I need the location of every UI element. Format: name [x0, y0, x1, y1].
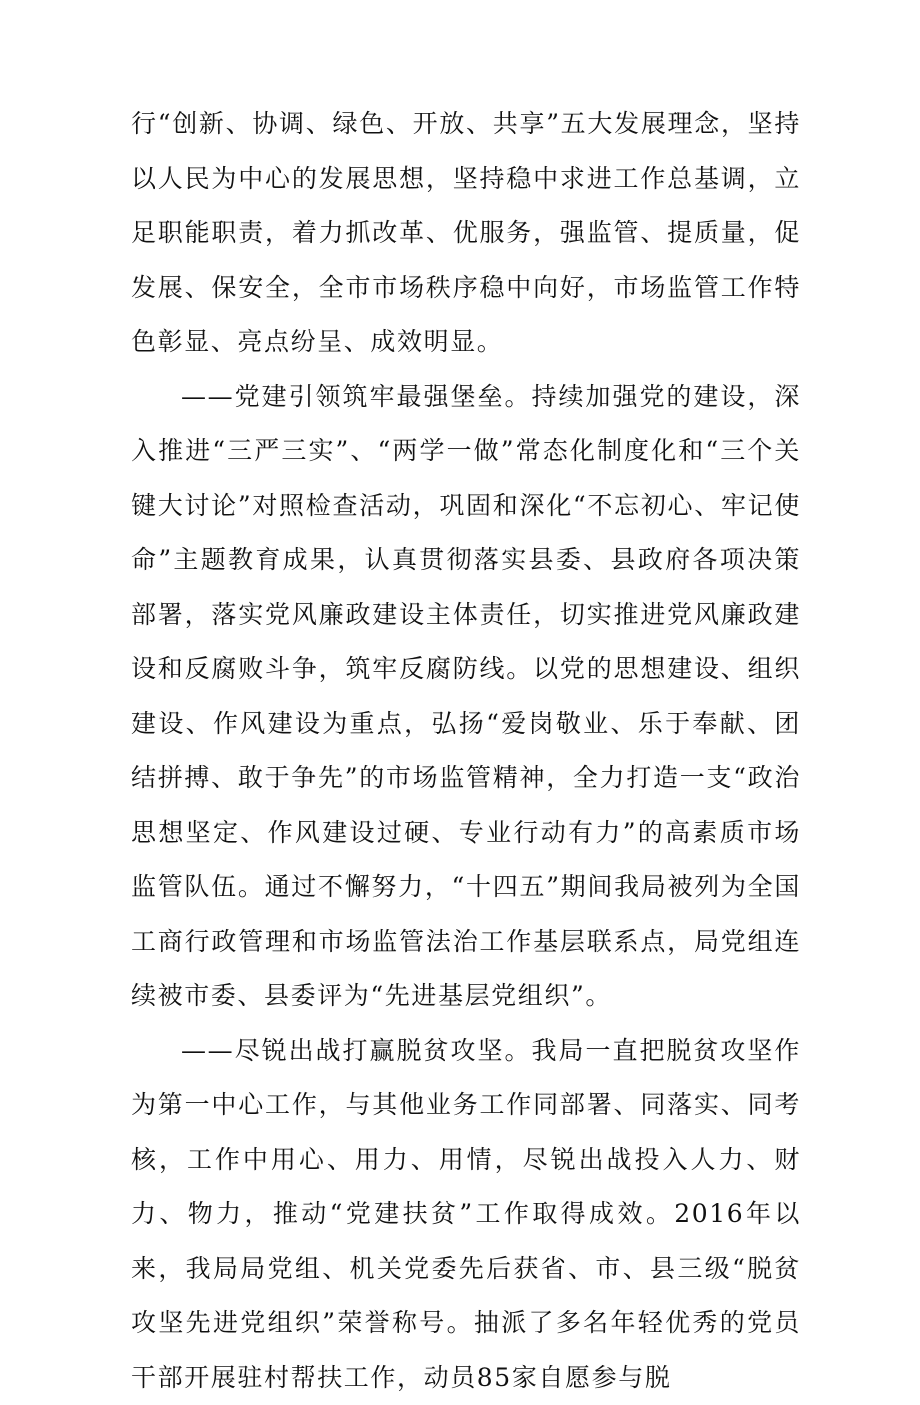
paragraph-party-building: ——党建引领筑牢最强堡垒。持续加强党的建设，深入推进“三严三实”、“两学一做”常态化制度化和“三个关键大讨论”对照检查活动，巩固和深化“不忘初心、牢记使命”主题教育成果，认真贯彻落实县委、县政府各项决策部署，落实党风廉政建设主体责任，切实推进党风廉政建设和反腐败斗争，筑牢反腐防线。以党的思想建设、组织建设、作风建设为重点，弘扬“爱岗敬业、乐于奉献、团结拼搏、敢于争先”的市场监管精神，全力打造一支“政治思想坚定、作风建设过硬、专业行动有力”的高素质市场监管队伍。通过不懈努力，“十四五”期间我局被列为全国工商行政管理和市场监管法治工作基层联系点，局党组连续被市委、县委评为“先进基层党组织”。	[131, 370, 801, 1024]
paragraph-continuation: 行“创新、协调、绿色、开放、共享”五大发展理念，坚持以人民为中心的发展思想，坚持稳中求进工作总基调，立足职能职责，着力抓改革、优服务，强监管、提质量，促发展、保安全，全市市场秩序稳中向好，市场监管工作特色彰显、亮点纷呈、成效明显。	[131, 97, 801, 370]
paragraph-poverty-alleviation: ——尽锐出战打赢脱贫攻坚。我局一直把脱贫攻坚作为第一中心工作，与其他业务工作同部署、同落实、同考核，工作中用心、用力、用情，尽锐出战投入人力、财力、物力，推动“党建扶贫”工作取得成效。2016年以来，我局局党组、机关党委先后获省、市、县三级“脱贫攻坚先进党组织”荣誉称号。抽派了多名年轻优秀的党员干部开展驻村帮扶工作，动员85家自愿参与脱	[131, 1024, 801, 1405]
document-page	[131, 97, 801, 1405]
